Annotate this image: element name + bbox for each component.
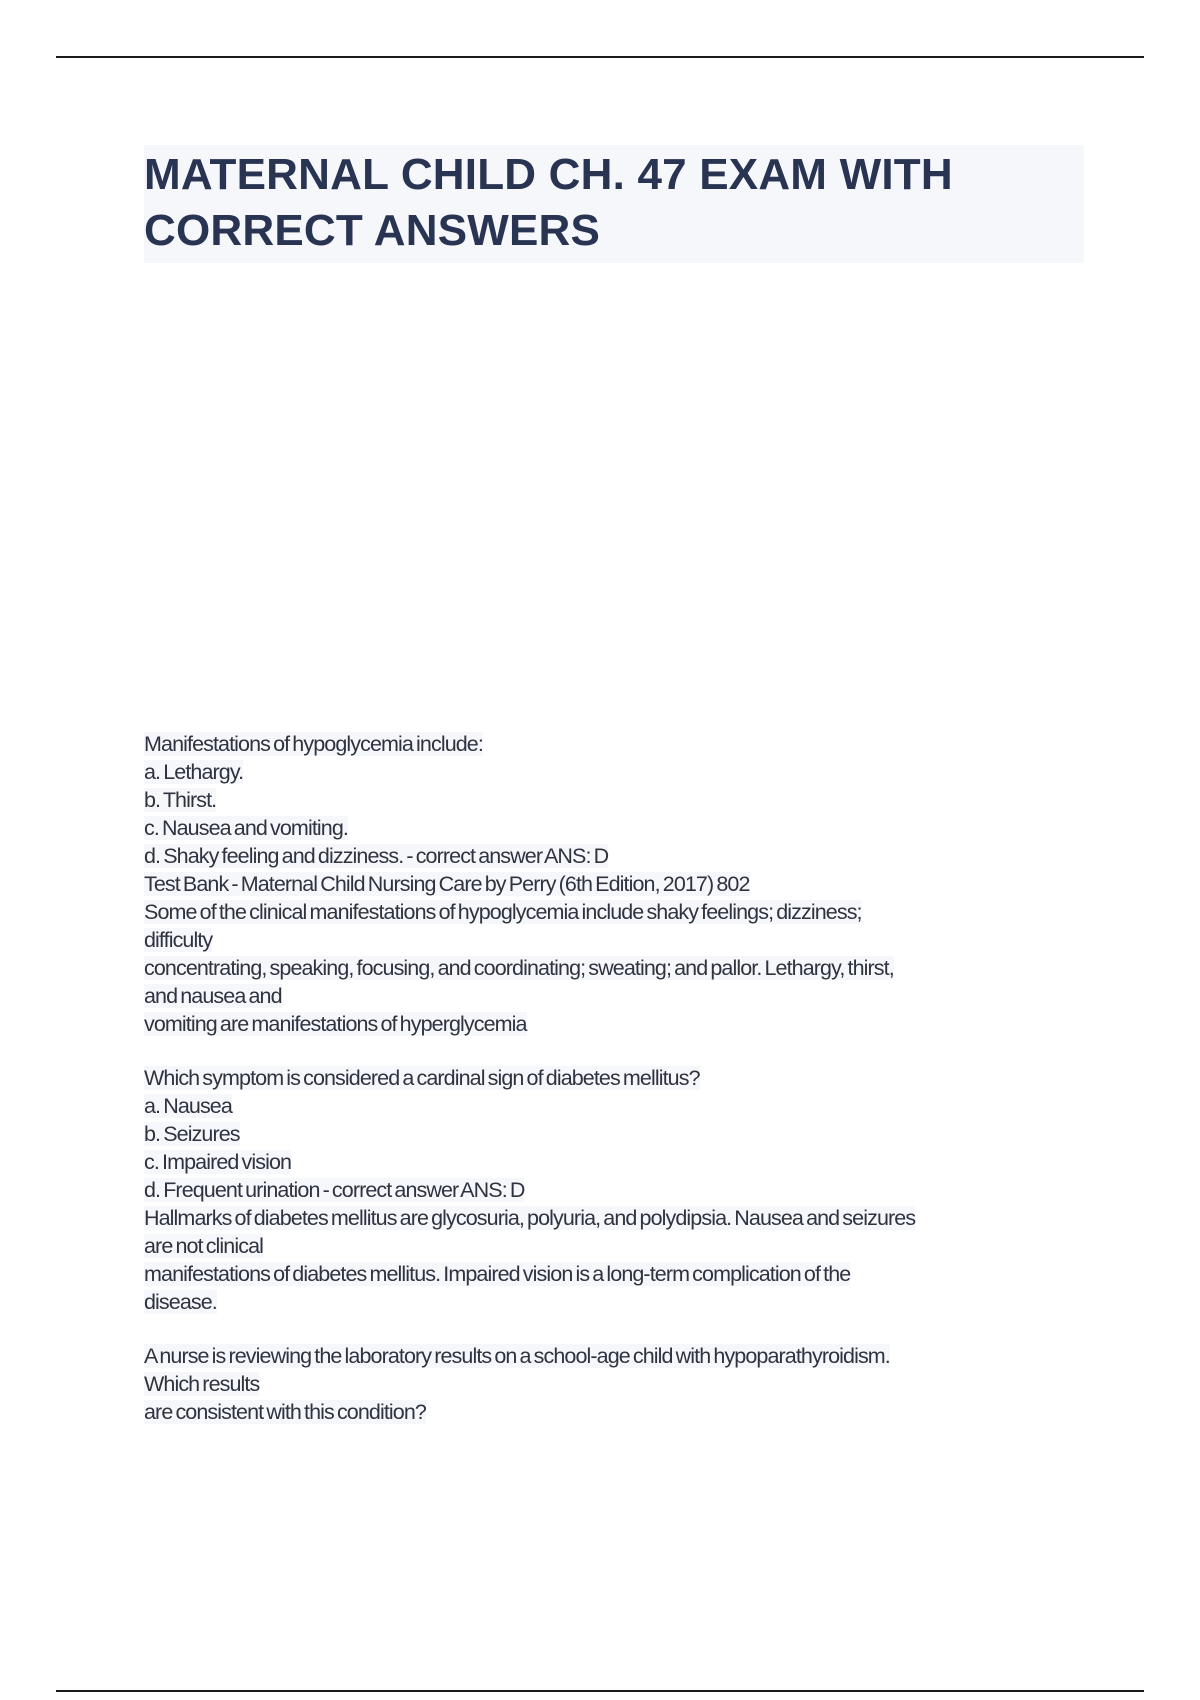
question-3-stem-line: Which results <box>144 1372 260 1396</box>
question-1-rationale-line: vomiting are manifestations of hyperglycemia <box>144 1012 527 1036</box>
bottom-rule <box>56 1690 1144 1692</box>
question-1-rationale-line: and nausea and <box>144 984 282 1008</box>
question-1-rationale-line: Some of the clinical manifestations of hypoglycemia include shaky feelings; dizziness; <box>144 900 862 924</box>
question-1-stem: Manifestations of hypoglycemia include: <box>144 732 483 756</box>
question-3 <box>144 1342 1104 1426</box>
exam-content <box>144 730 1104 1452</box>
question-2-stem: Which symptom is considered a cardinal sign of diabetes mellitus? <box>144 1066 700 1090</box>
question-3-stem-line: are consistent with this condition? <box>144 1400 426 1424</box>
question-1-option-a: a. Lethargy. <box>144 760 244 784</box>
question-2 <box>144 1064 1104 1316</box>
question-1-option-d: d. Shaky feeling and dizziness. - correct answer ANS: D <box>144 844 609 868</box>
question-2-rationale-line: manifestations of diabetes mellitus. Impaired vision is a long-term complication of the <box>144 1262 851 1286</box>
question-1-rationale-line: difficulty <box>144 928 213 952</box>
question-2-rationale-line: Hallmarks of diabetes mellitus are glycosuria, polyuria, and polydipsia. Nausea and seizures <box>144 1206 916 1230</box>
question-1-rationale-line: concentrating, speaking, focusing, and coordinating; sweating; and pallor. Lethargy, thirst, <box>144 956 894 980</box>
question-1-option-b: b. Thirst. <box>144 788 217 812</box>
question-2-rationale-line: disease. <box>144 1290 217 1314</box>
question-3-stem-line: A nurse is reviewing the laboratory results on a school-age child with hypoparathyroidism. <box>144 1344 890 1368</box>
question-2-option-b: b. Seizures <box>144 1122 240 1146</box>
question-2-rationale-line: are not clinical <box>144 1234 264 1258</box>
document-title: MATERNAL CHILD CH. 47 EXAM WITH CORRECT ANSWERS <box>144 150 953 255</box>
question-1-option-c: c. Nausea and vomiting. <box>144 816 348 840</box>
top-rule <box>56 56 1144 58</box>
question-1 <box>144 730 1104 1038</box>
question-2-option-c: c. Impaired vision <box>144 1150 292 1174</box>
question-2-option-a: a. Nausea <box>144 1094 232 1118</box>
title-block <box>144 145 1084 263</box>
question-2-option-d: d. Frequent urination - correct answer ANS: D <box>144 1178 525 1202</box>
question-1-source: Test Bank - Maternal Child Nursing Care by Perry (6th Edition, 2017) 802 <box>144 872 750 896</box>
